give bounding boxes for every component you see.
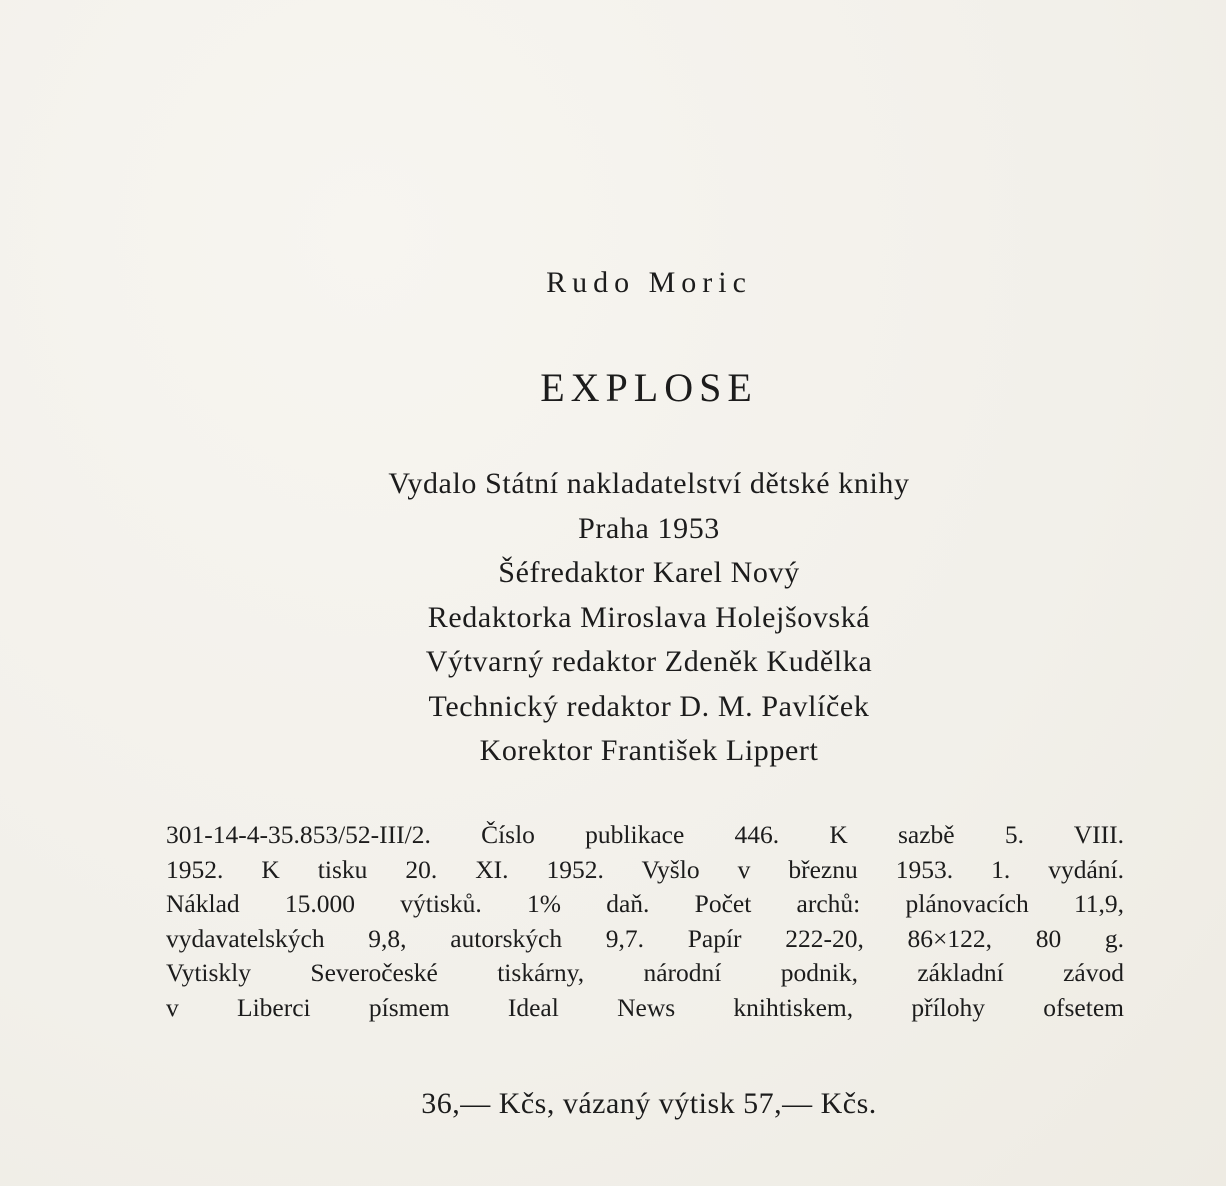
credits-block — [0, 462, 1226, 774]
book-title: EXPLOSE — [540, 365, 758, 410]
imprint-line: Vytiskly Severočeské tiskárny, národní podnik, základní závod — [166, 958, 1124, 988]
author-name: Rudo Moric — [546, 266, 752, 299]
imprint-paragraph — [166, 818, 1124, 1026]
imprint-line: v Liberci písmem Ideal News knihtiskem, přílohy ofsetem — [166, 992, 1124, 1022]
credit-line-editor: Redaktorka Miroslava Holejšovská — [427, 600, 871, 634]
credit-line-art-editor: Výtvarný redaktor Zdeněk Kudělka — [425, 645, 873, 678]
credit-line-technical-editor: Technický redaktor D. M. Pavlíček — [428, 689, 870, 723]
credit-line-publisher: Vydalo Státní nakladatelství dětské knihy — [388, 467, 910, 500]
credit-line-place-year: Praha 1953 — [578, 511, 720, 545]
imprint-line: Náklad 15.000 výtisků. 1% daň. Počet archů: plánovacích 11,9, — [166, 889, 1124, 919]
imprint-line: 301-14-4-35.853/52-III/2. Číslo publikace 446. K sazbě 5. VIII. — [166, 820, 1124, 849]
imprint-line: vydavatelských 9,8, autorských 9,7. Papír 222-20, 86×122, 80 g. — [166, 923, 1124, 953]
imprint-line: 1952. K tisku 20. XI. 1952. Vyšlo v březnu 1953. 1. vydání. — [166, 854, 1124, 884]
price-line: 36,— Kčs, vázaný výtisk 57,— Kčs. — [421, 1087, 877, 1120]
credit-line-chief-editor: Šéfredaktor Karel Nový — [498, 556, 800, 589]
credit-line-proofreader: Korektor František Lippert — [479, 734, 819, 767]
